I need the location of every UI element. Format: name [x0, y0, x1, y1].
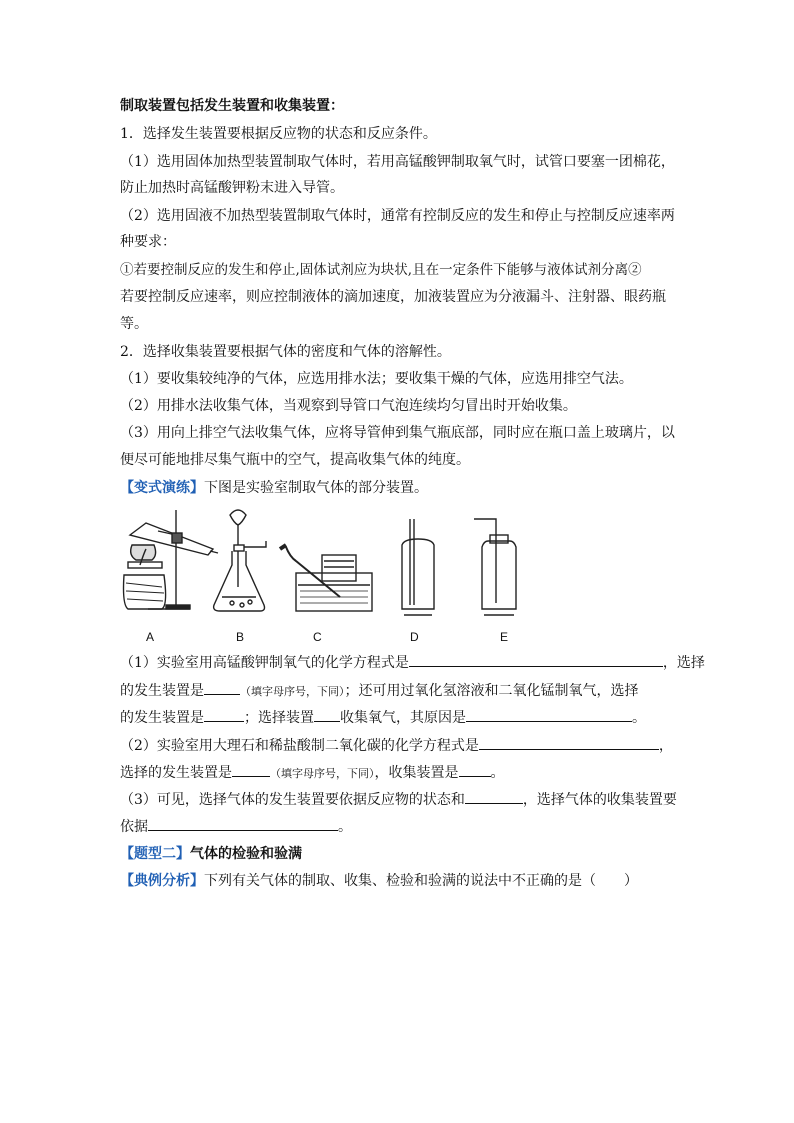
paragraph: 若要控制反应速率，则应控制液体的滴加速度，加液装置应为分液漏斗、注射器、眼药瓶	[120, 289, 666, 305]
question-1-line-3: 的发生装置是 ；选择装置 收集氧气，其原因是 。	[120, 707, 646, 728]
figure-label-c: C	[313, 630, 322, 644]
paragraph: （1）选用固体加热型装置制取气体时，若用高锰酸钾制取氧气时，试管口要塞一团棉花，	[120, 154, 675, 170]
question-1-line-2: 的发生装置是 （填字母序号，下同）；还可用过氧化氢溶液和二氧化锰制氧气，选择	[120, 680, 639, 702]
paragraph: 防止加热时高锰酸钾粉末进入导管。	[120, 180, 344, 196]
paragraph: 2．选择收集装置要根据气体的密度和气体的溶解性。	[120, 344, 451, 360]
paragraph: ①若要控制反应的发生和停止,固体试剂应为块状,且在一定条件下能够与液体试剂分离②	[120, 262, 642, 278]
answer-blank[interactable]	[466, 707, 632, 722]
practice-text: 下图是实验室制取气体的部分装置。	[204, 480, 428, 496]
answer-blank[interactable]	[204, 707, 244, 722]
apparatus-b-drawing	[214, 510, 266, 611]
example-question: 【典例分析】下列有关气体的制取、收集、检验和验满的说法中不正确的是（ ）	[120, 873, 638, 889]
practice-intro	[120, 478, 428, 498]
answer-blank[interactable]	[204, 680, 240, 695]
paragraph: 等。	[120, 316, 148, 332]
answer-blank[interactable]	[232, 762, 270, 777]
answer-blank[interactable]	[314, 707, 340, 722]
paragraph: （1）要收集较纯净的气体，应选用排水法；要收集干燥的气体，应选用排空气法。	[120, 371, 633, 387]
paragraph: 1．选择发生装置要根据反应物的状态和反应条件。	[120, 126, 437, 142]
answer-blank[interactable]	[459, 762, 491, 777]
paragraph: 种要求：	[120, 234, 176, 250]
answer-blank[interactable]	[479, 735, 659, 750]
figure-label-e: E	[500, 630, 509, 644]
apparatus-a-drawing	[124, 510, 219, 609]
apparatus-c-drawing	[280, 545, 372, 611]
question-2-line-2: 选择的发生装置是 （填字母序号，下同），收集装置是 。	[120, 762, 505, 784]
answer-blank[interactable]	[148, 816, 338, 831]
apparatus-e-drawing	[474, 519, 516, 615]
figure-label-a: A	[146, 630, 155, 644]
practice-tag: 【变式演练】	[120, 480, 204, 496]
figure-label-d: D	[410, 630, 419, 644]
paragraph: 便尽可能地排尽集气瓶中的空气，提高收集气体的纯度。	[120, 452, 470, 468]
section-heading: 制取装置包括发生装置和收集装置：	[120, 98, 344, 114]
question-1-line-1: （1）实验室用高锰酸钾制氧气的化学方程式是 ，选择	[120, 652, 705, 673]
question-2-line-1: （2）实验室用大理石和稀盐酸制二氧化碳的化学方程式是 ，	[120, 735, 673, 756]
type-2-heading: 【题型二】气体的检验和验满	[120, 846, 302, 862]
apparatus-d-drawing	[402, 519, 434, 615]
question-3-line-1: （3）可见，选择气体的发生装置要依据反应物的状态和 ，选择气体的收集装置要	[120, 789, 677, 810]
apparatus-figure	[118, 505, 538, 645]
answer-blank[interactable]	[465, 789, 523, 804]
paragraph: （2）用排水法收集气体，当观察到导管口气泡连续均匀冒出时开始收集。	[120, 398, 577, 414]
paragraph: （2）选用固液不加热型装置制取气体时，通常有控制反应的发生和停止与控制反应速率两	[120, 208, 675, 224]
figure-label-b: B	[236, 630, 245, 644]
answer-blank[interactable]	[409, 652, 663, 667]
paragraph: （3）用向上排空气法收集气体，应将导管伸到集气瓶底部，同时应在瓶口盖上玻璃片，以	[120, 425, 675, 441]
question-3-line-2: 依据 。	[120, 816, 352, 837]
